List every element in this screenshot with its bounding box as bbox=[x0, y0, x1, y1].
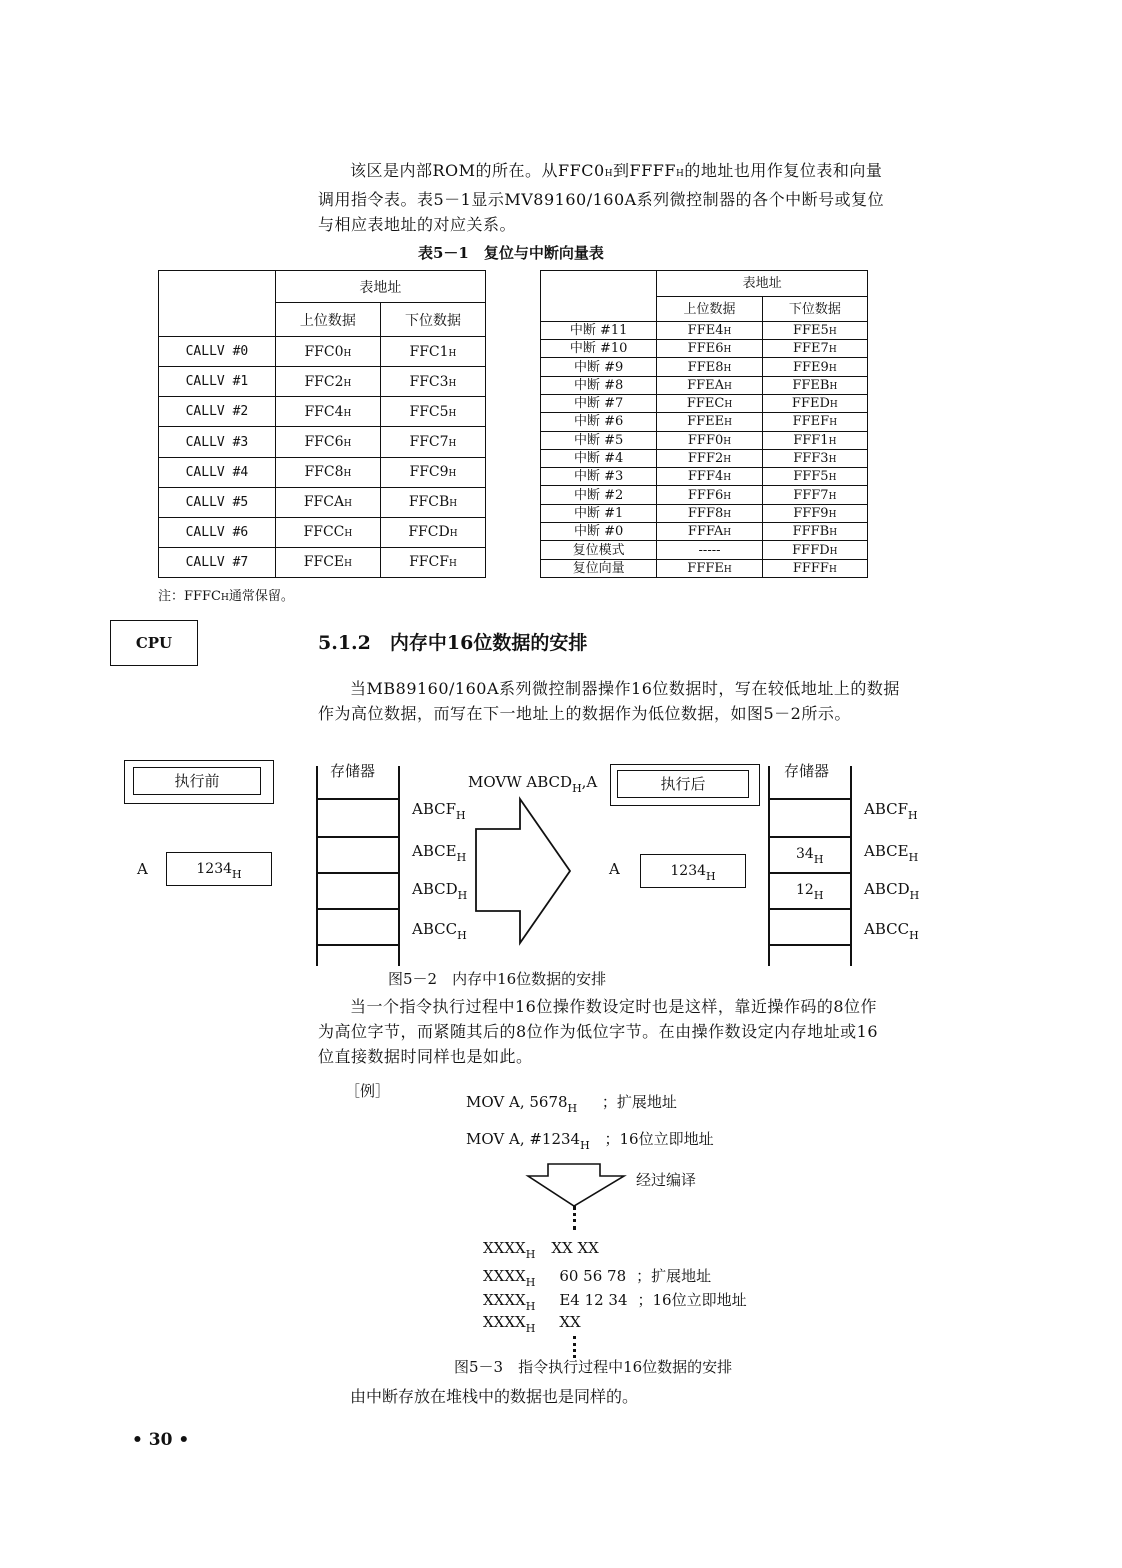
upper-address: FFFEH bbox=[657, 559, 762, 577]
paragraph-operand-order: 当一个指令执行过程中16位操作数设定时也是这样，靠近操作码的8位作 为高位字节，而紧随其后的8位作为低位字节。在由操作数设定内存地址或16 位直接数据时同样也是如此。 bbox=[318, 997, 879, 1066]
code-row: $XXXX_H$ XX bbox=[483, 1313, 581, 1335]
col-header-upper: 上位数据 bbox=[657, 297, 762, 321]
lower-address: FFEBH bbox=[762, 376, 867, 394]
register-a-before: $1234_H$ bbox=[166, 852, 272, 886]
lower-address: FFEFH bbox=[762, 413, 867, 431]
vector-name: CALLV #2 bbox=[159, 397, 276, 427]
memory-after-address-label: $ABCC_H$ bbox=[864, 920, 919, 942]
col-header-lower: 下位数据 bbox=[380, 303, 485, 337]
paragraph-16bit-order: 当MB89160/160A系列微控制器操作16位数据时，写在较低地址上的数据 作为高位数据，而写在下一地址上的数据作为低位数据，如图5－2所示。 bbox=[318, 679, 900, 723]
memory-after-cell-value: $34_H$ bbox=[796, 846, 824, 866]
upper-address: FFCCH bbox=[275, 517, 380, 547]
memory-before-address-label: $ABCC_H$ bbox=[412, 920, 467, 942]
lower-address: FFE5H bbox=[762, 321, 867, 339]
memory-before-address-label: $ABCF_H$ bbox=[412, 800, 466, 822]
lower-address: FFF7H bbox=[762, 486, 867, 504]
execution-arrow-icon bbox=[470, 795, 580, 947]
lower-address: FFF3H bbox=[762, 449, 867, 467]
instruction-movw: MOVW $ABCD_H,A$ bbox=[468, 773, 598, 795]
vector-name: 中断 #3 bbox=[541, 468, 657, 486]
upper-address: ----- bbox=[657, 541, 762, 559]
memory-before-cell-divider bbox=[316, 944, 400, 946]
table-corner bbox=[541, 271, 657, 322]
vector-name: 中断 #5 bbox=[541, 431, 657, 449]
memory-after-cell-value: $12_H$ bbox=[796, 882, 824, 902]
memory-before-cell-divider bbox=[316, 908, 400, 910]
before-panel bbox=[124, 760, 274, 804]
vector-name: CALLV #1 bbox=[159, 367, 276, 397]
col-header-upper: 上位数据 bbox=[275, 303, 380, 337]
table-row bbox=[541, 523, 868, 541]
memory-before-cell-divider bbox=[316, 836, 400, 838]
lower-address: FFF9H bbox=[762, 504, 867, 522]
continuation-dots-top bbox=[573, 1206, 579, 1230]
table-row bbox=[541, 559, 868, 577]
intro-paragraph: 该区是内部ROM的所在。从FFC0H到FFFFH的地址也用作复位表和向量 调用指令表。表5－1显示MV89160/160A系列微控制器的各个中断号或复位 与相应表地址的对应关系。 bbox=[318, 158, 958, 237]
interrupt-vector-table bbox=[540, 270, 868, 578]
memory-after-cell-divider bbox=[768, 836, 852, 838]
table-note: 注：FFFCH通常保留。 bbox=[158, 589, 294, 604]
memory-after-right-edge bbox=[850, 766, 852, 966]
table-row bbox=[541, 358, 868, 376]
upper-address: FFEAH bbox=[657, 376, 762, 394]
example-label: ［例］ bbox=[345, 1082, 391, 1100]
cpu-badge: CPU bbox=[110, 620, 198, 666]
upper-address: FFCAH bbox=[275, 487, 380, 517]
memory-before-right-edge bbox=[398, 766, 400, 966]
page-number: • 30 • bbox=[132, 1430, 190, 1450]
before-label: 执行前 bbox=[133, 767, 261, 795]
upper-address: FFEEH bbox=[657, 413, 762, 431]
vector-name: CALLV #7 bbox=[159, 547, 276, 577]
table-row bbox=[541, 340, 868, 358]
table-row bbox=[541, 541, 868, 559]
lower-address: FFFDH bbox=[762, 541, 867, 559]
table-row bbox=[541, 376, 868, 394]
table-row bbox=[159, 487, 486, 517]
table-row bbox=[541, 504, 868, 522]
lower-address: FFCFH bbox=[380, 547, 485, 577]
vector-name: CALLV #0 bbox=[159, 337, 276, 367]
vector-name: CALLV #3 bbox=[159, 427, 276, 457]
lower-address: FFF5H bbox=[762, 468, 867, 486]
figure-5-2-caption: 图5－2 内存中16位数据的安排 bbox=[388, 970, 607, 988]
table-row bbox=[541, 413, 868, 431]
table-row bbox=[159, 517, 486, 547]
table-row bbox=[159, 367, 486, 397]
vector-name: CALLV #5 bbox=[159, 487, 276, 517]
lower-address: FFC9H bbox=[380, 457, 485, 487]
example-line-1: MOV A, $5678_H$ ；扩展地址 bbox=[466, 1093, 677, 1115]
example-line-2: MOV A, $\#1234_H$ ；16位立即地址 bbox=[466, 1130, 714, 1152]
vector-name: 中断 #8 bbox=[541, 376, 657, 394]
intro-line1: 该区是内部ROM的所在。从FFC0 bbox=[350, 161, 605, 180]
vector-name: 中断 #7 bbox=[541, 395, 657, 413]
vector-name: 中断 #4 bbox=[541, 449, 657, 467]
col-header-lower: 下位数据 bbox=[762, 297, 867, 321]
register-a-after: $1234_H$ bbox=[640, 854, 746, 888]
upper-address: FFC8H bbox=[275, 457, 380, 487]
table-caption: 表5－1 复位与中断向量表 bbox=[418, 244, 604, 262]
code-row: $XXXX_H$ E4 12 34 ；16位立即地址 bbox=[483, 1291, 747, 1313]
intro-line3: 与相应表地址的对应关系。 bbox=[318, 215, 517, 234]
table-row bbox=[159, 547, 486, 577]
upper-address: FFCEH bbox=[275, 547, 380, 577]
vector-name: CALLV #4 bbox=[159, 457, 276, 487]
upper-address: FFC2H bbox=[275, 367, 380, 397]
table-row bbox=[159, 397, 486, 427]
upper-address: FFECH bbox=[657, 395, 762, 413]
section-title: 5.1.2 内存中16位数据的安排 bbox=[318, 632, 588, 654]
vector-name: CALLV #6 bbox=[159, 517, 276, 547]
table-group-header: 表地址 bbox=[275, 271, 485, 303]
vector-name: 中断 #0 bbox=[541, 523, 657, 541]
vector-name: 复位模式 bbox=[541, 541, 657, 559]
compile-label: 经过编译 bbox=[636, 1171, 697, 1189]
upper-address: FFE6H bbox=[657, 340, 762, 358]
after-panel bbox=[610, 764, 760, 806]
continuation-dots-bottom bbox=[573, 1336, 579, 1358]
table-row bbox=[541, 431, 868, 449]
closing-sentence: 由中断存放在堆栈中的数据也是同样的。 bbox=[350, 1387, 639, 1406]
upper-address: FFF2H bbox=[657, 449, 762, 467]
upper-address: FFC4H bbox=[275, 397, 380, 427]
memory-before-address-label: $ABCD_H$ bbox=[412, 880, 468, 902]
memory-after-cell-divider bbox=[768, 908, 852, 910]
upper-address: FFC0H bbox=[275, 337, 380, 367]
upper-address: FFE4H bbox=[657, 321, 762, 339]
vector-name: 中断 #6 bbox=[541, 413, 657, 431]
table-row bbox=[159, 337, 486, 367]
lower-address: FFE9H bbox=[762, 358, 867, 376]
lower-address: FFCDH bbox=[380, 517, 485, 547]
upper-address: FFF4H bbox=[657, 468, 762, 486]
vector-name: 中断 #11 bbox=[541, 321, 657, 339]
lower-address: FFF1H bbox=[762, 431, 867, 449]
lower-address: FFFBH bbox=[762, 523, 867, 541]
memory-after-cell-divider bbox=[768, 944, 852, 946]
table-row bbox=[541, 468, 868, 486]
code-row: $XXXX_H$ 60 56 78 ；扩展地址 bbox=[483, 1267, 712, 1289]
memory-before-cell-divider bbox=[316, 872, 400, 874]
upper-address: FFFAH bbox=[657, 523, 762, 541]
memory-label-after: 存储器 bbox=[784, 762, 830, 780]
lower-address: FFE7H bbox=[762, 340, 867, 358]
figure-5-3-caption: 图5－3 指令执行过程中16位数据的安排 bbox=[454, 1358, 733, 1376]
intro-line2: 调用指令表。表5－1显示MV89160/160A系列微控制器的各个中断号或复位 bbox=[318, 190, 885, 209]
memory-after-cell-divider bbox=[768, 798, 852, 800]
upper-address: FFF8H bbox=[657, 504, 762, 522]
table-row bbox=[541, 395, 868, 413]
memory-before-cell-divider bbox=[316, 798, 400, 800]
table-row bbox=[541, 449, 868, 467]
table-row bbox=[159, 457, 486, 487]
callv-vector-table bbox=[158, 270, 486, 578]
table-row bbox=[541, 486, 868, 504]
vector-name: 中断 #9 bbox=[541, 358, 657, 376]
upper-address: FFE8H bbox=[657, 358, 762, 376]
register-a-label-after: A bbox=[609, 860, 620, 878]
upper-address: FFC6H bbox=[275, 427, 380, 457]
memory-after-left-edge bbox=[768, 766, 770, 966]
vector-name: 中断 #1 bbox=[541, 504, 657, 522]
memory-label-before: 存储器 bbox=[330, 762, 376, 780]
memory-before-left-edge bbox=[316, 766, 318, 966]
table-row bbox=[159, 427, 486, 457]
lower-address: FFFFH bbox=[762, 559, 867, 577]
after-label: 执行后 bbox=[617, 770, 749, 798]
memory-after-address-label: $ABCE_H$ bbox=[864, 842, 919, 864]
memory-after-cell-divider bbox=[768, 872, 852, 874]
lower-address: FFC3H bbox=[380, 367, 485, 397]
code-row: $XXXX_H$ XX XX bbox=[483, 1239, 599, 1261]
lower-address: FFEDH bbox=[762, 395, 867, 413]
table-corner bbox=[159, 271, 276, 337]
memory-before-address-label: $ABCE_H$ bbox=[412, 842, 467, 864]
memory-after-address-label: $ABCD_H$ bbox=[864, 880, 920, 902]
lower-address: FFCBH bbox=[380, 487, 485, 517]
compile-arrow-icon bbox=[524, 1160, 628, 1210]
upper-address: FFF0H bbox=[657, 431, 762, 449]
vector-name: 中断 #2 bbox=[541, 486, 657, 504]
memory-after-address-label: $ABCF_H$ bbox=[864, 800, 918, 822]
register-a-label-before: A bbox=[137, 860, 148, 878]
vector-name: 复位向量 bbox=[541, 559, 657, 577]
lower-address: FFC1H bbox=[380, 337, 485, 367]
table-group-header: 表地址 bbox=[657, 271, 868, 297]
upper-address: FFF6H bbox=[657, 486, 762, 504]
lower-address: FFC7H bbox=[380, 427, 485, 457]
vector-name: 中断 #10 bbox=[541, 340, 657, 358]
table-row bbox=[541, 321, 868, 339]
lower-address: FFC5H bbox=[380, 397, 485, 427]
